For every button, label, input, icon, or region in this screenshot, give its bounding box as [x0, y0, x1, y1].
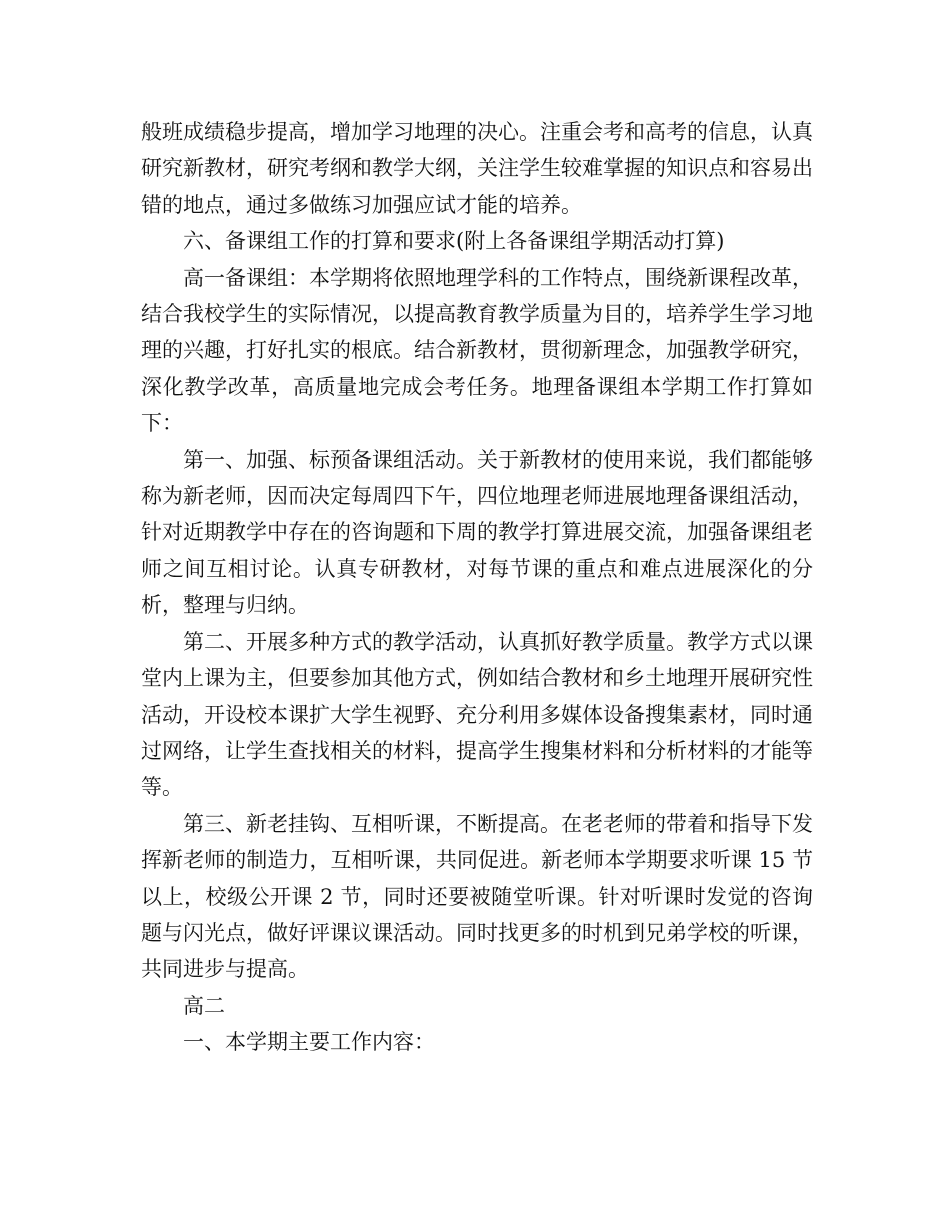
paragraph-second-point: 第二、开展多种方式的教学活动，认真抓好教学质量。教学方式以课堂内上课为主，但要参加其他方式，例如结合教材和乡土地理开展研究性活动，开设校本课扩大学生视野、充分利用多媒体设备搜集素材，同时通过网络，让学生查找相关的材料，提高学生搜集材料和分析材料的才能等等。	[141, 629, 813, 800]
paragraph-third-point: 第三、新老挂钩、互相听课，不断提高。在老老师的带着和指导下发挥新老师的制造力，互相听课，共同促进。新老师本学期要求听课 15 节以上，校级公开课 2 节，同时还要被随堂听课。针对听课时发觉的咨询题与闪光点，做好评课议课活动。同时找更多的时机到兄弟学校的听课，共同进步与提高。	[141, 811, 813, 982]
paragraph-continuation: 般班成绩稳步提高，增加学习地理的决心。注重会考和高考的信息，认真研究新教材，研究考纲和教学大纲，关注学生较难掌握的知识点和容易出错的地点，通过多做练习加强应试才能的培养。	[141, 120, 813, 217]
document-body	[141, 114, 813, 1061]
paragraph-first-point: 第一、加强、标预备课组活动。关于新教材的使用来说，我们都能够称为新老师，因而决定每周四下午，四位地理老师进展地理备课组活动，针对近期教学中存在的咨询题和下周的教学打算进展交流，加强备课组老师之间互相讨论。认真专研教材，对每节课的重点和难点进展深化的分析，整理与归纳。	[141, 447, 813, 618]
heading-grade-two: 高二	[183, 993, 225, 1018]
section-heading-six: 六、备课组工作的打算和要求(附上各备课组学期活动打算)	[183, 229, 725, 254]
heading-main-work: 一、本学期主要工作内容：	[183, 1030, 435, 1055]
paragraph-grade-one-group: 高一备课组：本学期将依照地理学科的工作特点，围绕新课程改革，结合我校学生的实际情况，以提高教育教学质量为目的，培养学生学习地理的兴趣，打好扎实的根底。结合新教材，贯彻新理念，加强教学研究，深化教学改革，高质量地完成会考任务。地理备课组本学期工作打算如下：	[141, 265, 813, 436]
